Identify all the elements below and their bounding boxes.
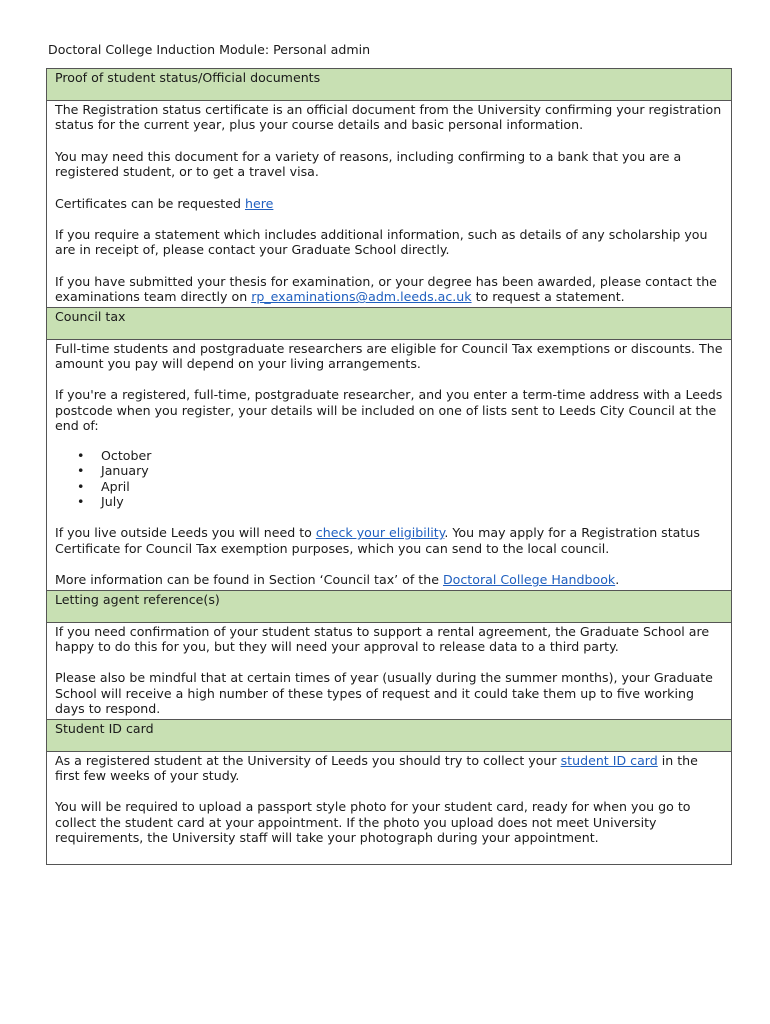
section-header-row (47, 307, 732, 339)
paragraph (55, 753, 723, 784)
text-run: More information can be found in Section ‘Council tax’ of the (55, 572, 443, 588)
certificate-request-link[interactable]: here (244, 195, 274, 211)
examinations-email-link[interactable]: rp_examinations@adm.leeds.ac.uk (251, 289, 472, 305)
text-run: As a registered student at the University of Leeds you should try to collect your (55, 752, 561, 768)
section-body-row (47, 339, 732, 590)
list-item: • April (77, 479, 723, 494)
paragraph (55, 572, 723, 587)
check-eligibility-link[interactable]: check your eligibility (315, 525, 445, 541)
doctoral-college-handbook-link[interactable]: Doctoral College Handbook (442, 572, 616, 588)
section-heading-proof-of-status: Proof of student status/Official documents (47, 69, 732, 101)
text-run: . (615, 572, 620, 588)
section-heading-letting-agent: Letting agent reference(s) (47, 590, 732, 622)
paragraph (55, 274, 723, 305)
section-body-council-tax (47, 339, 732, 590)
section-header-row (47, 719, 732, 751)
paragraph: If you're a registered, full-time, postgraduate researcher, and you enter a term-time address with a Leeds postcode when you register, your details will be included on one of lists sent to Leeds City Council at the end of: (55, 387, 723, 434)
section-header-row (47, 69, 732, 101)
section-body-letting-agent (47, 622, 732, 719)
paragraph: Full-time students and postgraduate researchers are eligible for Council Tax exemptions or discounts. The amount you pay will depend on your living arrangements. (55, 340, 723, 372)
paragraph (55, 196, 723, 211)
section-heading-student-id-card: Student ID card (47, 719, 732, 751)
paragraph: Please also be mindful that at certain times of year (usually during the summer months), your Graduate School will receive a high number of these types of request and it could take them up to five working days to respond. (55, 670, 713, 717)
list-item: • October (77, 448, 723, 463)
month-list (55, 448, 723, 510)
section-body-student-id-card (47, 751, 732, 864)
list-item: • July (77, 494, 723, 509)
text-run: to request a statement. (471, 289, 625, 305)
paragraph: If you require a statement which includes additional information, such as details of any scholarship you are in receipt of, please contact your Graduate School directly. (55, 227, 708, 258)
paragraph: You may need this document for a variety of reasons, including confirming to a bank that you are a registered student, or to get a travel visa. (55, 148, 682, 180)
text-run: . You may apply for a Registration status Certificate for Council Tax exemption purposes, which you can send to the local council. (55, 525, 700, 556)
section-body-proof-of-status (47, 101, 732, 308)
text-run: in the first few weeks of your study. (55, 752, 698, 783)
section-body-row (47, 622, 732, 719)
section-body-row (47, 751, 732, 864)
text-run: If you live outside Leeds you will need to (55, 525, 316, 541)
text-run: Certificates can be requested (55, 195, 245, 211)
paragraph: If you need confirmation of your student status to support a rental agreement, the Graduate School are happy to do this for you, but they will need your approval to release data to a third party. (55, 623, 710, 654)
paragraph: The Registration status certificate is an official document from the University confirming your registration status for the current year, plus your course details and basic personal information. (55, 102, 722, 133)
paragraph (55, 525, 723, 556)
section-body-row (47, 101, 732, 308)
document-title: Doctoral College Induction Module: Personal admin (48, 42, 371, 57)
personal-admin-table (46, 68, 732, 865)
section-header-row (47, 590, 732, 622)
student-id-card-link[interactable]: student ID card (560, 752, 658, 768)
list-item: • January (77, 463, 723, 478)
paragraph: You will be required to upload a passport style photo for your student card, ready for when you go to collect the student card at your appointment. If the photo you upload does not meet University requirements, the University staff will take your photograph during your appointment. (55, 799, 691, 846)
text-run: If you have submitted your thesis for examination, or your degree has been awarded, please contact the examinations team directly on (55, 273, 717, 305)
section-heading-council-tax: Council tax (47, 307, 732, 339)
